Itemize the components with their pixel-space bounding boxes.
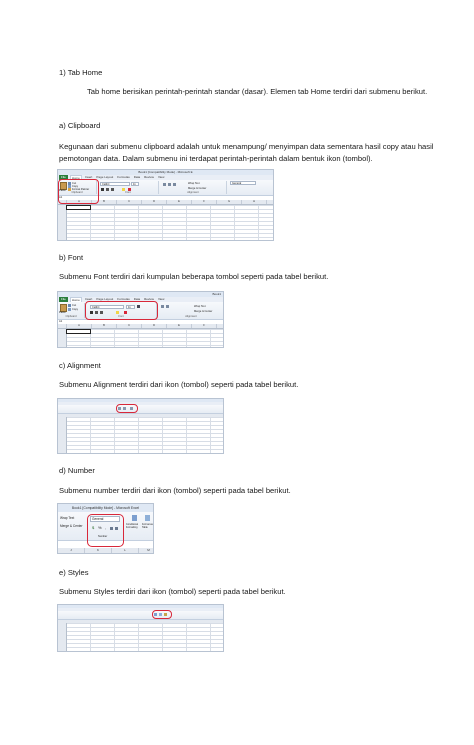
styles-title: e) Styles bbox=[59, 568, 89, 577]
font-group-label: Font bbox=[118, 315, 124, 318]
merge-center-label[interactable]: Merge & Center bbox=[188, 187, 207, 190]
merge-center-label[interactable]: Merge & Center bbox=[194, 310, 213, 313]
cell-grid[interactable] bbox=[58, 205, 273, 240]
clipboard-paragraph: Kegunaan dari submenu clipboard adalah untuk menampung/ menyimpan data sementara hasil copy atau hasil pemotongan data. Dalam submenu ini terdapat perintah-perintah dalam bentuk ikon (tombol). bbox=[59, 142, 434, 163]
column-header[interactable]: C bbox=[117, 324, 142, 328]
conditional-formatting-icon[interactable] bbox=[132, 515, 137, 521]
font-group bbox=[98, 181, 159, 194]
clipboard-title: a) Clipboard bbox=[59, 121, 101, 130]
number-paragraph: Submenu number terdiri dari ikon (tombol) seperti pada tabel berikut. bbox=[59, 486, 291, 495]
column-header[interactable]: K bbox=[85, 548, 112, 553]
tab-insert[interactable]: Insert bbox=[84, 175, 93, 179]
tab-formulas[interactable]: Formulas bbox=[117, 297, 130, 301]
row-headers bbox=[58, 417, 67, 453]
styles-paragraph: Submenu Styles terdiri dari ikon (tombol) seperti pada tabel berikut. bbox=[59, 587, 286, 596]
font-paragraph: Submenu Font terdiri dari kumpulan beberapa tombol seperti pada tabel berikut. bbox=[59, 272, 329, 281]
tab-file[interactable]: File bbox=[61, 175, 66, 179]
font-group-label: Font bbox=[125, 191, 131, 194]
alignment-paragraph: Submenu Alignment terdiri dari ikon (tombol) seperti pada tabel berikut. bbox=[59, 380, 299, 389]
excel-font-screenshot bbox=[57, 291, 224, 348]
column-header[interactable]: B bbox=[92, 324, 117, 328]
alignment-group-label: Alignment bbox=[185, 315, 197, 318]
tab-insert[interactable]: Insert bbox=[84, 297, 93, 301]
percent-button[interactable]: % bbox=[98, 525, 102, 530]
column-header[interactable]: G bbox=[217, 200, 242, 204]
tab-data[interactable]: Data bbox=[133, 297, 141, 301]
column-header[interactable]: C bbox=[117, 200, 142, 204]
wrap-text-label[interactable]: Wrap Text bbox=[194, 305, 206, 308]
align-bottom-icon[interactable] bbox=[173, 183, 176, 186]
tab-home[interactable]: Home bbox=[71, 298, 80, 302]
styles-highlight bbox=[152, 610, 172, 619]
window-title: Book1 [Compatibility Mode] - Microsoft Excel bbox=[58, 504, 153, 513]
cut-label[interactable]: Cut bbox=[72, 304, 77, 307]
wrap-text-label[interactable]: Wrap Text bbox=[60, 516, 75, 520]
excel-number-screenshot bbox=[57, 503, 154, 554]
column-header[interactable]: D bbox=[142, 200, 167, 204]
align-top-icon[interactable] bbox=[161, 305, 164, 308]
alignment-group bbox=[158, 303, 224, 318]
tab-view[interactable]: View bbox=[157, 175, 165, 179]
selected-cell[interactable] bbox=[66, 329, 91, 334]
column-header[interactable]: D bbox=[142, 324, 167, 328]
font-highlight bbox=[85, 301, 158, 320]
section-heading: 1) Tab Home bbox=[59, 68, 103, 77]
cell-grid[interactable] bbox=[58, 623, 223, 651]
column-header[interactable]: A bbox=[67, 200, 92, 204]
tab-view[interactable]: View bbox=[157, 297, 165, 301]
font-name-box[interactable]: Calibri bbox=[90, 305, 124, 309]
alignment-title: c) Alignment bbox=[59, 361, 101, 370]
paste-label[interactable]: Paste bbox=[59, 311, 66, 314]
cell-grid[interactable] bbox=[58, 417, 223, 453]
wrap-text-label[interactable]: Wrap Text bbox=[188, 182, 200, 185]
format-painter-label[interactable]: Format Painter bbox=[72, 188, 90, 191]
currency-button[interactable]: $ bbox=[92, 525, 95, 530]
window-title: Book1 [Compatibility Mode] - Microsoft E bbox=[58, 170, 273, 176]
alignment-group-label: Alignment bbox=[187, 191, 199, 194]
intro-paragraph: Tab home berisikan perintah-perintah standar (dasar). Elemen tab Home terdiri dari submenu berikut. bbox=[87, 87, 428, 96]
align-middle-icon[interactable] bbox=[166, 305, 169, 308]
conditional-formatting-label[interactable]: Conditional Formatting bbox=[126, 523, 138, 529]
tab-formulas[interactable]: Formulas bbox=[117, 175, 130, 179]
paste-label[interactable]: Paste bbox=[59, 189, 66, 192]
column-headers bbox=[58, 548, 153, 554]
format-as-table-icon[interactable] bbox=[145, 515, 150, 521]
cell-grid[interactable] bbox=[58, 329, 223, 347]
excel-alignment-screenshot bbox=[57, 398, 224, 454]
number-highlight bbox=[87, 514, 124, 547]
tab-data[interactable]: Data bbox=[133, 175, 141, 179]
selected-cell[interactable] bbox=[66, 205, 91, 210]
formula-bar[interactable]: A1 bbox=[58, 196, 273, 201]
font-name-box[interactable]: Calibri bbox=[100, 182, 130, 186]
tab-file[interactable]: File bbox=[61, 297, 66, 301]
row-headers bbox=[58, 623, 67, 651]
column-header[interactable]: F bbox=[192, 200, 217, 204]
tab-review[interactable]: Review bbox=[144, 297, 154, 301]
format-as-table-label[interactable]: Format as Table bbox=[142, 523, 153, 529]
comma-button[interactable]: , bbox=[105, 525, 107, 530]
column-header[interactable]: E bbox=[167, 324, 192, 328]
column-header[interactable]: E bbox=[167, 200, 192, 204]
column-header[interactable]: M bbox=[139, 548, 154, 553]
tab-review[interactable]: Review bbox=[144, 175, 154, 179]
cut-label[interactable]: Cut bbox=[72, 182, 77, 185]
clipboard-highlight bbox=[58, 179, 99, 204]
column-header[interactable]: L bbox=[112, 548, 139, 553]
window-title: Book1 bbox=[58, 292, 223, 298]
ribbon bbox=[58, 405, 223, 414]
column-header[interactable]: B bbox=[92, 200, 117, 204]
column-header[interactable]: J bbox=[58, 548, 85, 553]
copy-icon[interactable] bbox=[68, 308, 71, 311]
column-header[interactable]: H bbox=[242, 200, 267, 204]
number-format-box[interactable]: General bbox=[230, 181, 256, 185]
align-top-icon[interactable] bbox=[163, 183, 166, 186]
column-header[interactable]: F bbox=[192, 324, 217, 328]
clipboard-group-label: Clipboard bbox=[65, 315, 77, 318]
tab-home[interactable]: Home bbox=[71, 176, 80, 180]
font-title: b) Font bbox=[59, 253, 84, 262]
formula-bar[interactable]: A1 bbox=[58, 320, 223, 325]
number-group-label: Number bbox=[98, 535, 108, 538]
merge-center-label[interactable]: Merge & Center bbox=[60, 524, 83, 528]
font-size-box[interactable]: 11 bbox=[126, 305, 135, 309]
row-headers bbox=[58, 205, 67, 240]
tab-page-layout[interactable]: Page Layout bbox=[96, 297, 114, 301]
alignment-group bbox=[160, 181, 227, 194]
align-middle-icon[interactable] bbox=[168, 183, 171, 186]
copy-label[interactable]: Copy bbox=[72, 185, 79, 188]
alignment-highlight bbox=[116, 404, 138, 413]
column-header[interactable]: A bbox=[67, 324, 92, 328]
clipboard-group bbox=[58, 303, 85, 318]
number-format-box[interactable]: General bbox=[90, 516, 120, 522]
clipboard-group-label: Clipboard bbox=[71, 191, 83, 194]
font-size-box[interactable]: 11 bbox=[131, 182, 139, 186]
ribbon bbox=[58, 611, 223, 620]
scissors-icon[interactable] bbox=[68, 304, 71, 307]
number-title: d) Number bbox=[59, 466, 95, 475]
copy-label[interactable]: Copy bbox=[72, 308, 79, 311]
excel-clipboard-screenshot bbox=[57, 169, 274, 241]
tab-page-layout[interactable]: Page Layout bbox=[96, 175, 114, 179]
excel-styles-screenshot bbox=[57, 604, 224, 652]
